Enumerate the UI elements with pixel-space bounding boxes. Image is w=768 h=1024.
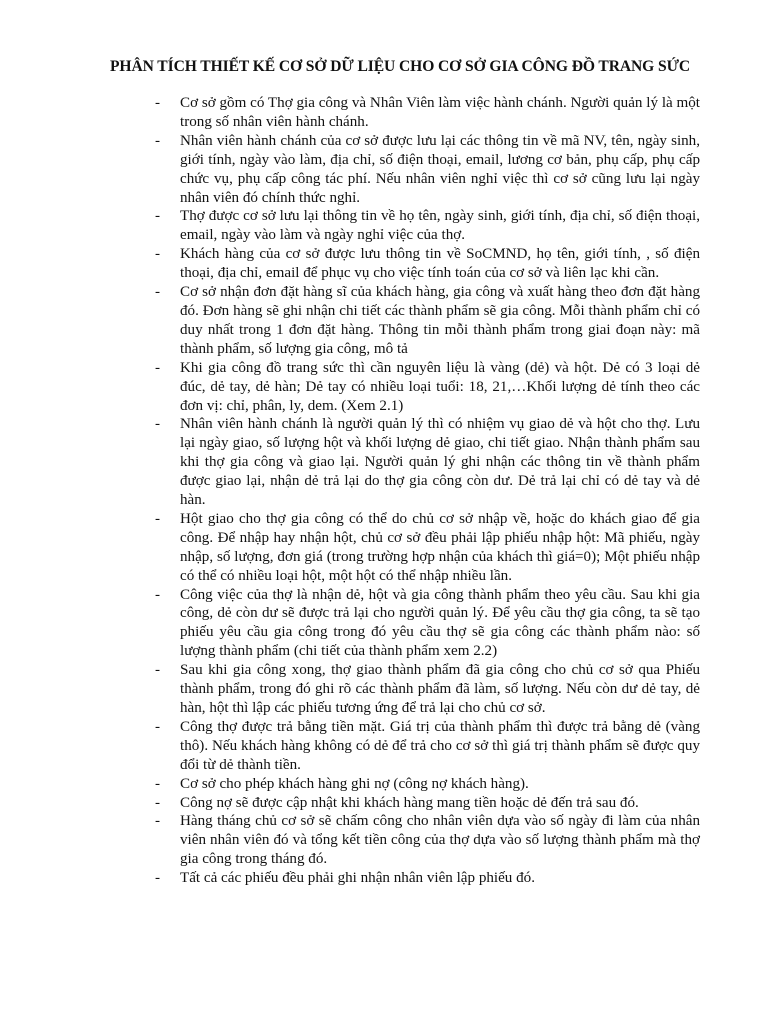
list-item <box>0 245 700 283</box>
list-item-text: Cơ sở cho phép khách hàng ghi nợ (công nợ khách hàng). <box>180 775 529 792</box>
list-item <box>0 661 700 718</box>
bullet-dash: - <box>155 662 161 679</box>
list-item <box>0 510 700 586</box>
list-item-text: Nhân viên hành chánh của cơ sở được lưu lại các thông tin về mã NV, tên, ngày sinh, giới tính, ngày vào làm, địa chỉ, số điện thoại, email, lương cơ bản, phụ cấp, phụ cấp chức vụ, phụ cấp công tác phí. Nếu nhân viên nghỉ việc thì cơ sở cũng lưu lại ngày nhân viên đó chính thức nghỉ. <box>180 132 700 206</box>
bullet-dash: - <box>155 416 161 433</box>
list-item <box>0 132 700 208</box>
list-item-text: Công việc của thợ là nhận dẻ, hột và gia công thành phẩm theo yêu cầu. Sau khi gia công, dẻ còn dư sẽ được trả lại cho người quản lý. Để yêu cầu thợ gia công, ta sẽ tạo phiếu yêu cầu gia công trong đó yêu cầu thợ sẽ gia công các thành phẩm nào: số lượng thành phẩm (chi tiết của thành phẩm xem 2.2) <box>180 586 700 660</box>
bullet-dash: - <box>155 510 161 527</box>
list-item <box>0 283 700 359</box>
bullet-dash: - <box>155 718 161 735</box>
list-item <box>0 94 700 132</box>
bullet-dash: - <box>155 359 161 376</box>
document-title: PHÂN TÍCH THIẾT KẾ CƠ SỞ DỮ LIỆU CHO CƠ SỞ GIA CÔNG ĐỒ TRANG SỨC <box>110 58 691 75</box>
list-item <box>0 794 700 813</box>
list-item <box>0 775 700 794</box>
list-item <box>0 812 700 869</box>
list-item-text: Sau khi gia công xong, thợ giao thành phẩm đã gia công cho chủ cơ sở qua Phiếu thành phẩm, trong đó ghi rõ các thành phẩm đã làm, số lượng. Nếu còn dư dẻ tay, dẻ hàn, hột thì lập các phiếu tương ứng để trả lại cho chủ cơ sở. <box>180 662 700 716</box>
bullet-dash: - <box>155 775 161 792</box>
bullet-dash: - <box>155 870 161 887</box>
list-item-text: Hàng tháng chủ cơ sở sẽ chấm công cho nhân viên dựa vào số ngày đi làm của nhân viên nhân viên đó và tổng kết tiền công của thợ dựa vào số lượng thành phẩm mà thợ gia công trong tháng đó. <box>180 813 700 868</box>
bullet-dash: - <box>155 246 161 263</box>
list-item-text: Hột giao cho thợ gia công có thể do chủ cơ sở nhập về, hoặc do khách giao để gia công. Để nhập hay nhận hột, chủ cơ sở đều phải lập phiếu nhập hột: Mã phiếu, ngày nhập, số lượng, đơn giá (trong trường hợp nhận của khách thì giá=0); Một phiếu nhập có thể có nhiều loại hột, một hột có thể nhập nhiều lần. <box>180 510 700 584</box>
list-item <box>0 586 700 662</box>
list-item <box>0 207 700 245</box>
bullet-dash: - <box>155 813 161 830</box>
bullet-dash: - <box>155 586 161 603</box>
list-item-text: Nhân viên hành chánh là người quản lý thì có nhiệm vụ giao dẻ và hột cho thợ. Lưu lại ngày giao, số lượng hột và khối lượng dẻ giao, chi tiết giao. Nhận thành phẩm sau khi thợ gia công và giao lại. Người quản lý ghi nhận các thông tin về thành phẩm được giao lại, nhận dẻ trả lại do thợ gia công còn dư. Dẻ trả lại chỉ có dẻ tay và dẻ hàn. <box>180 416 700 509</box>
list-item-text: Khách hàng của cơ sở được lưu thông tin về SoCMND, họ tên, giới tính, , số điện thoại, địa chỉ, email để phục vụ cho việc tính toán của cơ sở và liên lạc khi cần. <box>180 246 700 282</box>
bullet-dash: - <box>155 794 161 811</box>
bullet-dash: - <box>155 95 161 111</box>
list-item-text: Công nợ sẽ được cập nhật khi khách hàng mang tiền hoặc dẻ đến trả sau đó. <box>180 794 639 811</box>
bullet-dash: - <box>155 132 161 149</box>
list-item-text: Tất cả các phiếu đều phải ghi nhận nhân viên lập phiếu đó. <box>180 870 535 887</box>
requirements-list <box>0 94 768 888</box>
list-item-text: Cơ sở nhận đơn đặt hàng sĩ của khách hàng, gia công và xuất hàng theo đơn đặt hàng đó. Đơn hàng sẽ ghi nhận chi tiết các thành phẩm sẽ gia công. Mỗi thành phẩm chỉ có duy nhất trong 1 đơn đặt hàng. Thông tin mỗi thành phẩm trong giai đoạn này: mã thành phẩm, số lượng gia công, mô tả <box>180 284 700 357</box>
list-item <box>0 415 700 510</box>
list-item <box>0 869 700 888</box>
list-item <box>0 359 700 416</box>
bullet-dash: - <box>155 208 161 225</box>
list-item <box>0 718 700 775</box>
list-item-text: Cơ sở gồm có Thợ gia công và Nhân Viên làm việc hành chánh. Người quản lý là một trong số nhân viên hành chánh. <box>180 95 700 130</box>
list-item-text: Thợ được cơ sở lưu lại thông tin về họ tên, ngày sinh, giới tính, địa chỉ, số điện thoại, email, ngày vào làm và ngày nghỉ việc của thợ. <box>180 208 700 244</box>
list-item-text: Khi gia công đồ trang sức thì cần nguyên liệu là vàng (dẻ) và hột. Dẻ có 3 loại dẻ đúc, dẻ tay, dẻ hàn; Dẻ tay có nhiều loại tuổi: 18, 21,…Khối lượng dẻ tính theo các đơn vị: chỉ, phân, ly, dem. (Xem 2.1) <box>180 359 700 414</box>
list-item-text: Công thợ được trả bằng tiền mặt. Giá trị của thành phẩm thì được trả bằng dẻ (vàng thô). Nếu khách hàng không có dẻ để trả cho cơ sở thì giá trị thành phẩm sẽ được quy đổi từ dẻ thành tiền. <box>180 718 700 773</box>
bullet-dash: - <box>155 284 161 301</box>
